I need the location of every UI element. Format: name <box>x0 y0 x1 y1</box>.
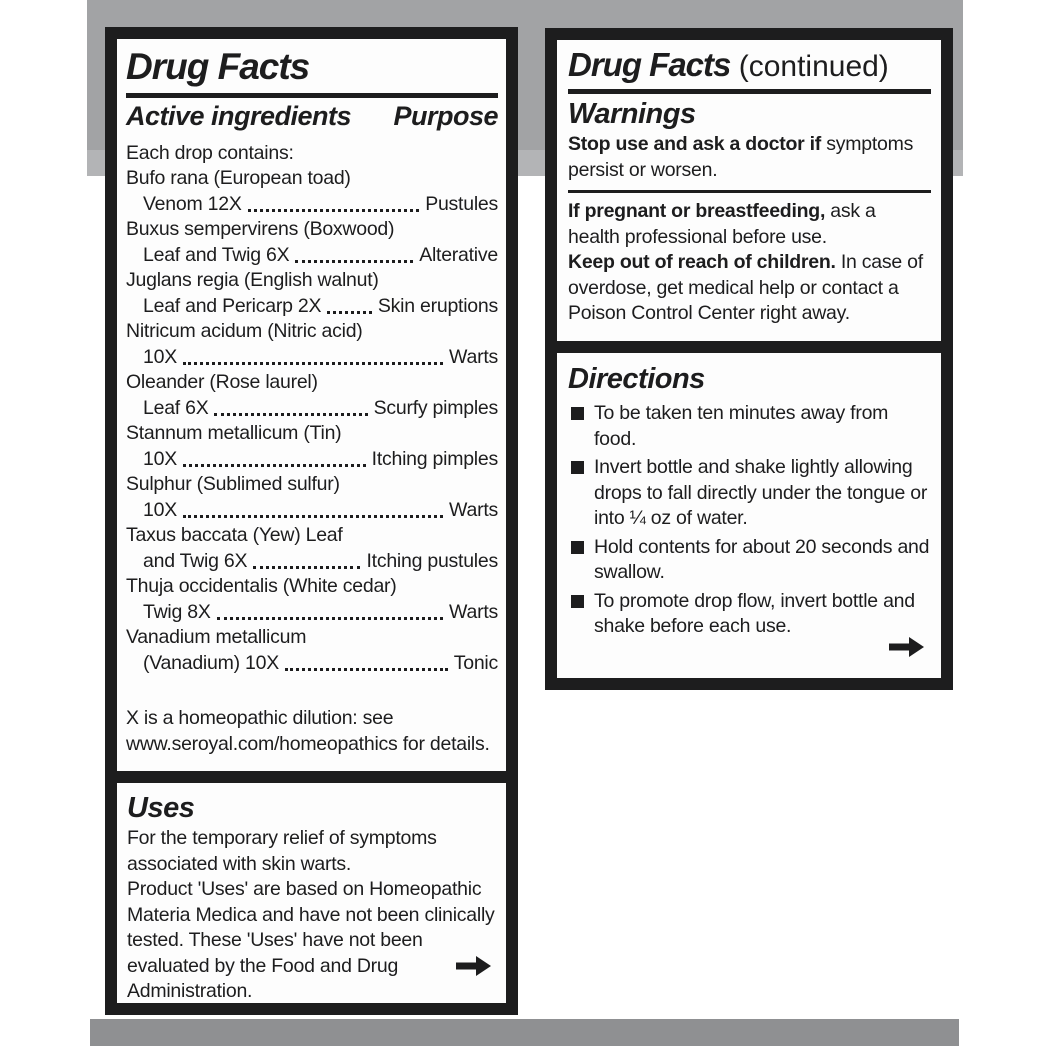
warning-stop-use-bold: Stop use and ask a doctor if <box>568 133 822 156</box>
uses-paragraph-1: For the temporary relief of symptoms associated with skin warts. <box>127 827 437 875</box>
ingredient-name: Oleander (Rose laurel) <box>126 371 318 394</box>
ingredient-dose: (Vanadium) 10X <box>143 651 279 674</box>
warnings-divider <box>568 190 931 193</box>
ingredient-dose: Venom 12X <box>143 192 242 215</box>
directions-heading: Directions <box>568 363 705 395</box>
direction-item <box>568 535 931 586</box>
ingredients-section <box>126 141 498 758</box>
ingredient-purpose: Alterative <box>419 243 498 266</box>
dot-leader <box>285 668 448 671</box>
dot-leader <box>217 617 443 620</box>
ingredient-purpose: Warts <box>449 345 498 368</box>
drug-facts-continued-title <box>568 46 931 85</box>
active-ingredients-header: Active ingredients <box>126 100 352 131</box>
dot-leader <box>183 515 443 518</box>
ingredient-purpose: Scurfy pimples <box>373 396 498 419</box>
dot-leader <box>183 362 443 365</box>
continued-title-suffix: (continued) <box>730 50 889 83</box>
ingredient-name: Vanadium metallicum <box>126 626 307 649</box>
continue-arrow-icon <box>889 636 925 658</box>
direction-item <box>568 401 931 452</box>
dot-leader <box>253 566 360 569</box>
ingredient-dose-row <box>126 345 498 371</box>
dot-leader <box>214 413 367 416</box>
ingredient-entry <box>126 166 498 217</box>
ingredient-dose: and Twig 6X <box>143 549 248 572</box>
warning-stop-use <box>568 132 931 183</box>
ingredient-entry <box>126 472 498 523</box>
ingredient-name: Nitricum acidum (Nitric acid) <box>126 320 363 343</box>
bullet-square-icon <box>571 541 584 554</box>
ingredient-name: Taxus baccata (Yew) Leaf <box>126 524 343 547</box>
warning-pregnant-bold: If pregnant or breastfeeding, <box>568 200 826 223</box>
uses-panel <box>105 777 518 1015</box>
column-headers <box>126 101 498 132</box>
ingredient-name: Thuja occidentalis (White cedar) <box>126 575 397 598</box>
direction-text: Hold contents for about 20 seconds and swallow. <box>594 535 930 584</box>
carton-bottom-band <box>90 1019 959 1046</box>
continue-arrow-icon <box>456 955 492 977</box>
ingredient-entry <box>126 370 498 421</box>
ingredient-dose-row <box>126 498 498 524</box>
warning-children <box>568 250 931 327</box>
direction-text: To promote drop flow, invert bottle and shake before each use. <box>594 589 915 638</box>
ingredient-purpose: Warts <box>449 600 498 623</box>
ingredient-entry <box>126 625 498 676</box>
ingredient-purpose: Tonic <box>453 651 498 674</box>
warning-children-text: In case of overdose, get medical help or contact a Poison Control Center right away. <box>568 251 923 325</box>
drug-facts-title: Drug Facts <box>126 46 310 87</box>
ingredient-dose: 10X <box>143 498 177 521</box>
warning-stop-use-text: symptoms persist or worsen. <box>568 133 914 181</box>
direction-text: To be taken ten minutes away from food. <box>594 402 889 450</box>
ingredient-dose-row <box>126 192 498 218</box>
ingredient-dose: Twig 8X <box>143 600 211 623</box>
ingredient-dose-row <box>126 294 498 320</box>
dot-leader <box>327 311 372 314</box>
left-label-column <box>105 27 518 1015</box>
warning-children-bold: Keep out of reach of children. <box>568 251 836 274</box>
direction-item <box>568 589 931 640</box>
ingredient-dose-row <box>126 243 498 269</box>
dilution-note: X is a homeopathic dilution: see www.seroyal.com/homeopathics for details. <box>126 707 490 755</box>
title-divider <box>568 89 931 94</box>
ingredient-dose-row <box>126 600 498 626</box>
drug-facts-panel <box>105 27 518 777</box>
ingredient-name: Stannum metallicum (Tin) <box>126 422 342 445</box>
purpose-header: Purpose <box>393 100 498 131</box>
continued-title-main: Drug Facts <box>568 46 731 83</box>
dot-leader <box>295 260 413 263</box>
ingredient-dose-row <box>126 549 498 575</box>
ingredient-dose: 10X <box>143 345 177 368</box>
warnings-heading: Warnings <box>568 97 696 130</box>
ingredient-purpose: Itching pimples <box>371 447 498 470</box>
directions-panel <box>545 347 953 690</box>
ingredient-dose-row <box>126 396 498 422</box>
ingredient-purpose: Warts <box>449 498 498 521</box>
ingredient-entry <box>126 217 498 268</box>
ingredient-purpose: Pustules <box>425 192 498 215</box>
ingredient-purpose: Skin eruptions <box>377 294 498 317</box>
ingredient-entry <box>126 319 498 370</box>
right-label-column <box>545 28 953 690</box>
drug-facts-continued-panel <box>545 28 953 347</box>
warning-pregnant <box>568 199 931 250</box>
ingredient-dose-row <box>126 447 498 473</box>
ingredients-intro: Each drop contains: <box>126 141 294 164</box>
bullet-square-icon <box>571 461 584 474</box>
ingredient-dose: Leaf and Twig 6X <box>143 243 290 266</box>
ingredient-dose: 10X <box>143 447 177 470</box>
ingredient-name: Bufo rana (European toad) <box>126 167 351 190</box>
ingredient-entry <box>126 574 498 625</box>
ingredient-dose-row <box>126 651 498 677</box>
warning-pregnant-text: ask a health professional before use. <box>568 200 876 248</box>
ingredient-name: Buxus sempervirens (Boxwood) <box>126 218 395 241</box>
ingredient-entry <box>126 421 498 472</box>
ingredients-list <box>126 166 498 676</box>
ingredient-name: Sulphur (Sublimed sulfur) <box>126 473 340 496</box>
ingredient-dose: Leaf and Pericarp 2X <box>143 294 322 317</box>
dot-leader <box>183 464 366 467</box>
ingredient-purpose: Itching pustules <box>366 549 498 572</box>
dot-leader <box>248 209 420 212</box>
ingredient-entry <box>126 523 498 574</box>
direction-item <box>568 455 931 532</box>
direction-text: Invert bottle and shake lightly allowing drops to fall directly under the tongue or into ¼ oz of water. <box>594 456 928 530</box>
bullet-square-icon <box>571 407 584 420</box>
ingredient-entry <box>126 268 498 319</box>
directions-list <box>568 401 931 640</box>
uses-paragraph-2: Product 'Uses' are based on Homeopathic Materia Medica and have not been clinically tested. These 'Uses' have not been evaluated by the Food and Drug Administration. <box>127 878 495 1003</box>
uses-heading: Uses <box>127 792 195 824</box>
bullet-square-icon <box>571 595 584 608</box>
ingredient-dose: Leaf 6X <box>143 396 209 419</box>
title-divider <box>126 93 498 98</box>
ingredient-name: Juglans regia (English walnut) <box>126 269 379 292</box>
